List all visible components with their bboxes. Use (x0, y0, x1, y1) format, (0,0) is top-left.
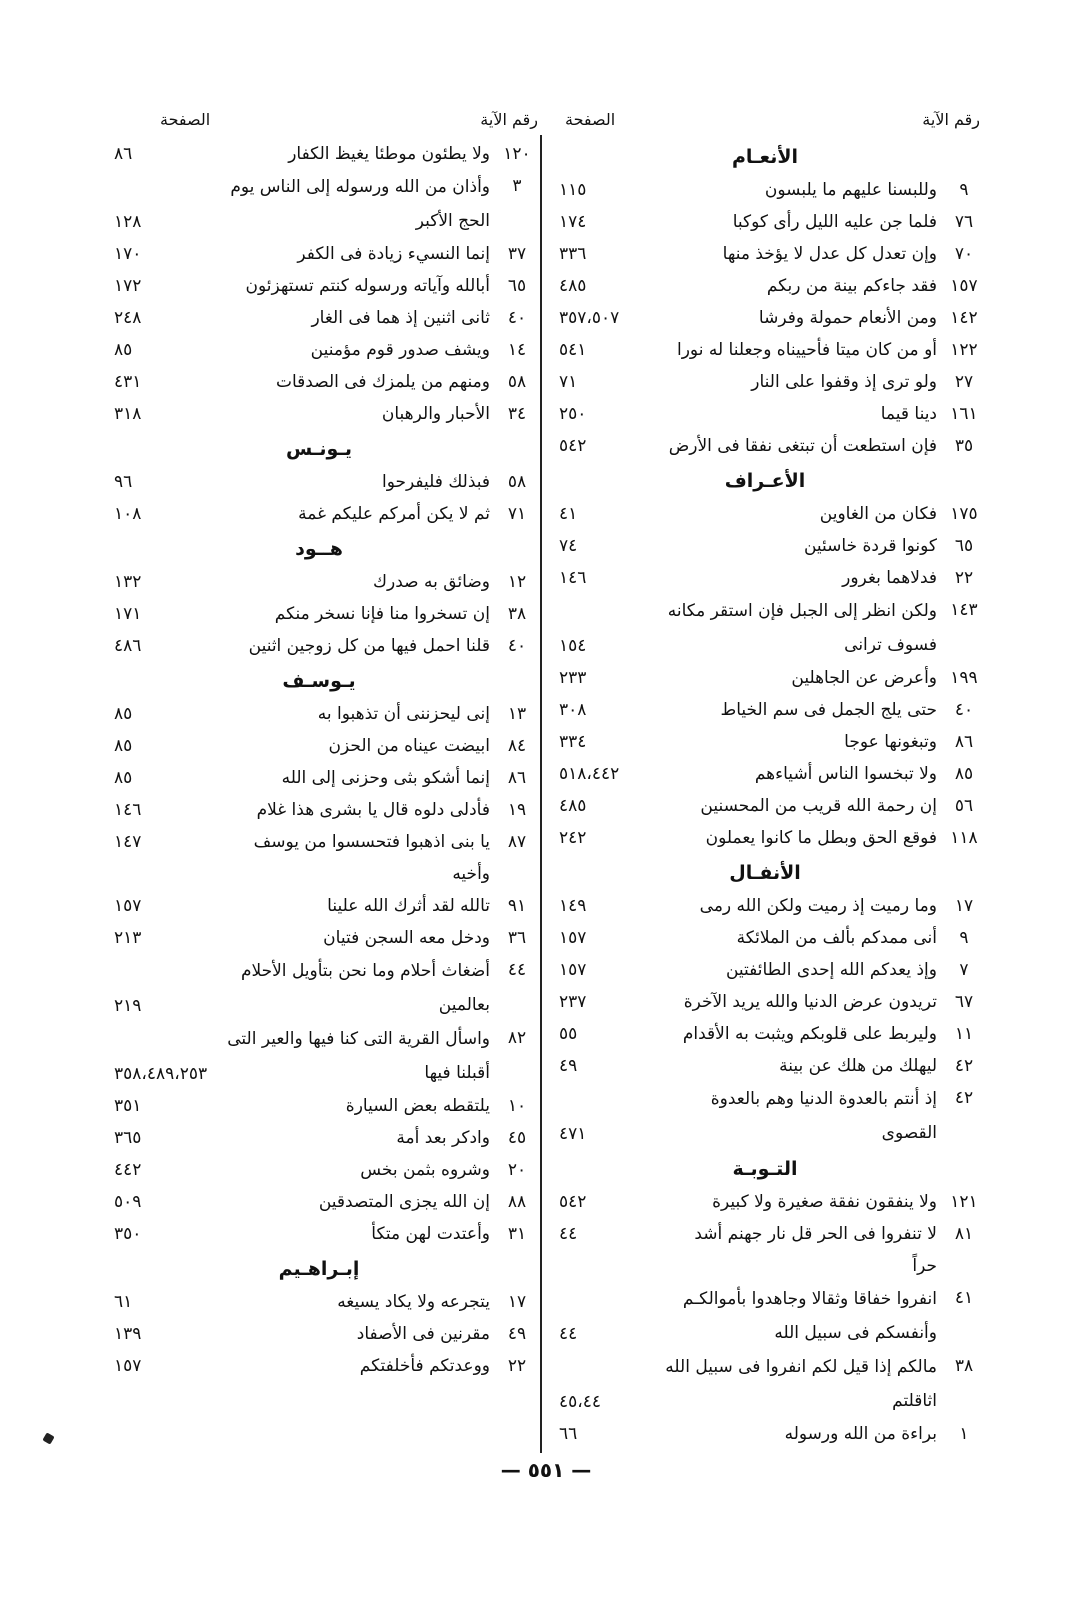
surah-heading: يـوسـف (282, 670, 356, 692)
ayah-number: ٧٠ (954, 244, 974, 264)
ayah-number: ٤٠ (507, 308, 527, 328)
ayah-text: ابيضت عيناه من الحزن (328, 736, 490, 756)
ayah-number: ١٩ (507, 800, 527, 820)
ayah-number: ٤٤ (507, 960, 527, 980)
scan-speck (42, 1432, 54, 1444)
ayah-text: ولا ينفقون نفقة صغيرة ولا كبيرة (712, 1192, 937, 1212)
index-entry (545, 398, 985, 430)
surah-heading: إبـراهـيم (278, 1258, 360, 1280)
ayah-text: إن رحمة الله قريب من المحسنين (700, 796, 937, 816)
ayah-text: تريدون عرض الدنيا والله يريد الآخرة (683, 992, 937, 1012)
page-reference: ٥٤١ (559, 340, 587, 360)
page-reference: ٤٨٦ (114, 636, 142, 656)
ayah-number: ١٢٢ (950, 340, 978, 360)
ayah-text: ودخل معه السجن فتيان (323, 928, 490, 948)
index-entry (545, 562, 985, 594)
index-entry (545, 206, 985, 238)
page-reference: ٣٠٨ (559, 700, 587, 720)
ayah-text: دينا قيما (880, 404, 937, 424)
ayah-text: إذ أنتم بالعدوة الدنيا وهم بالعدوة القصوى (710, 1089, 937, 1143)
page-reference: ١٣٢ (114, 572, 142, 592)
page-reference: ٦١ (114, 1292, 133, 1312)
index-entry (545, 334, 985, 366)
index-entry (100, 730, 538, 762)
ayah-number: ٤٠ (954, 700, 974, 720)
ayah-text: أو من كان ميتا فأحييناه وجعلنا له نورا (677, 340, 937, 360)
left-column (100, 110, 538, 1382)
page-reference: ٣٥٨،٤٨٩،٢٥٣ (114, 1064, 208, 1084)
ayah-text: ويشف صدور قوم مؤمنين (310, 340, 490, 360)
index-entry (100, 1154, 538, 1186)
index-entry (100, 1022, 538, 1090)
index-entry (545, 174, 985, 206)
index-entry (100, 1318, 538, 1350)
page-reference: ٣٥٧،٥٠٧ (559, 308, 620, 328)
ayah-number: ٢٠ (507, 1160, 527, 1180)
page-reference: ٤٩ (559, 1056, 578, 1076)
page-reference: ١٤٦ (114, 800, 142, 820)
ayah-number: ٧ (959, 960, 969, 980)
ayah-text: فقد جاءكم بينة من ربكم (766, 276, 937, 296)
page-reference: ٤٤٢ (114, 1160, 142, 1180)
page-reference: ١٠٨ (114, 504, 142, 524)
ayah-text: ومنهم من يلمزك فى الصدقات (275, 372, 490, 392)
ayah-text: فإن استطعت أن تبتغى نفقا فى الأرض (668, 436, 937, 456)
ayah-text: براءة من الله ورسوله (784, 1424, 937, 1444)
ayah-text: إن الله يجزى المتصدقين (318, 1192, 490, 1212)
ayah-number: ٤١ (954, 1288, 974, 1308)
index-entry (545, 694, 985, 726)
surah-heading: الأنفـال (729, 862, 801, 884)
ayah-number: ٨٥ (954, 764, 974, 784)
ayah-number: ٨٢ (507, 1028, 527, 1048)
index-entry (100, 138, 538, 170)
ayah-text: فلما جن عليه الليل رأى كوكبا (732, 212, 937, 232)
page-reference: ٤٤ (559, 1224, 578, 1244)
page-reference: ١٧١ (114, 604, 142, 624)
ayah-number: ٣٨ (954, 1356, 974, 1376)
ayah-number: ٥٨ (507, 372, 527, 392)
ayah-text: وتبغونها عوجا (844, 732, 937, 752)
index-entry (545, 662, 985, 694)
page-reference: ٢١٣ (114, 928, 142, 948)
page-reference: ٨٥ (114, 768, 133, 788)
surah-heading: التـوبـة (732, 1158, 798, 1180)
ayah-number: ٣١ (507, 1224, 527, 1244)
ayah-number: ٣٦ (507, 928, 527, 948)
ayah-text: أنى ممدكم بألف من الملائكة (736, 928, 937, 948)
page-reference: ٢٣٧ (559, 992, 587, 1012)
page-reference: ١٧٠ (114, 244, 142, 264)
ayah-number: ١٤٣ (950, 600, 978, 620)
ayah-number: ٤٩ (507, 1324, 527, 1344)
ayah-text: وأعرض عن الجاهلين (791, 668, 937, 688)
ayah-number: ٨٧ (507, 832, 527, 852)
index-entry (545, 530, 985, 562)
page-reference: ٨٥ (114, 736, 133, 756)
ayah-text: وللبسنا عليهم ما يلبسون (764, 180, 937, 200)
ayah-text: فبذلك فليفرحوا (382, 472, 490, 492)
ayah-text: إن تسخروا منا فإنا نسخر منكم (274, 604, 490, 624)
ayah-number: ٣ (512, 176, 522, 196)
ayah-number: ٦٥ (954, 536, 974, 556)
ayah-text: ولا يطئون موطئا يغيظ الكفار (288, 144, 490, 164)
page-reference: ٢٤٨ (114, 308, 142, 328)
ayah-number: ١٢ (507, 572, 527, 592)
ayah-text: ومن الأنعام حمولة وفرشا (758, 308, 937, 328)
page-reference: ٣٣٤ (559, 732, 587, 752)
ayah-text: فوقع الحق وبطل ما كانوا يعملون (705, 828, 937, 848)
ayah-text: فدلاهما بغرور (842, 568, 937, 588)
surah-heading: الأنعـام (731, 146, 799, 168)
page-reference: ٥٤٢ (559, 436, 587, 456)
ayah-text: وإن تعدل كل عدل لا يؤخذ منها (722, 244, 937, 264)
index-entry (545, 238, 985, 270)
page-reference: ٧١ (559, 372, 578, 392)
page-reference: ٢٣٣ (559, 668, 587, 688)
page-reference: ٤٨٥ (559, 276, 587, 296)
page-reference: ١٥٧ (114, 896, 142, 916)
ayah-number: ١١٨ (950, 828, 978, 848)
index-entry (100, 826, 538, 890)
ayah-number: ١١ (954, 1024, 974, 1044)
index-entry (100, 762, 538, 794)
page-reference: ٥٤٢ (559, 1192, 587, 1212)
ayah-number: ٢٧ (954, 372, 974, 392)
ayah-text: وشروه بثمن بخس (360, 1160, 490, 1180)
index-entry (545, 890, 985, 922)
ayah-number: ٥٦ (954, 796, 974, 816)
ayah-number: ٨١ (954, 1224, 974, 1244)
index-entry (545, 1082, 985, 1150)
ayah-number: ١ (959, 1424, 969, 1444)
index-entry (545, 498, 985, 530)
ayah-text: أبالله وآياته ورسوله كنتم تستهزئون (245, 276, 490, 296)
ayah-text: وليربط على قلوبكم ويثبت به الأقدام (682, 1024, 937, 1044)
page-reference: ٤٥،٤٤ (559, 1392, 602, 1412)
ayah-text: إنما أشكو بثى وحزنى إلى الله (281, 768, 490, 788)
right-column-body (545, 138, 985, 1450)
ayah-text: قلنا احمل فيها من كل زوجين اثنين (248, 636, 490, 656)
ayah-number: ١٩٩ (950, 668, 978, 688)
ayah-number: ١٧ (954, 896, 974, 916)
page-reference: ٢٥٠ (559, 404, 587, 424)
index-entry (100, 598, 538, 630)
page-reference: ٤٤ (559, 1324, 578, 1344)
index-entry (545, 822, 985, 854)
ayah-number: ١٤ (507, 340, 527, 360)
ayah-number: ٩ (959, 928, 969, 948)
index-entry (100, 954, 538, 1022)
page-reference: ٧٤ (559, 536, 578, 556)
right-column (545, 110, 985, 1450)
index-entry (100, 238, 538, 270)
ayah-number: ٧١ (507, 504, 527, 524)
ayah-text: وإذ يعدكم الله إحدى الطائفتين (725, 960, 937, 980)
ayah-text: فأدلى دلوه قال يا بشرى هذا غلام (256, 800, 490, 820)
ayah-text: كونوا قردة خاسئين (803, 536, 937, 556)
ayah-text: مقرنين فى الأصفاد (356, 1324, 490, 1344)
surah-heading: يـونـس (285, 438, 353, 460)
ayah-number: ٦٥ (507, 276, 527, 296)
page-reference: ١٤٦ (559, 568, 587, 588)
page-reference: ٤٧١ (559, 1124, 587, 1144)
page-reference: ٤٣١ (114, 372, 142, 392)
ayah-number: ١٣ (507, 704, 527, 724)
page-reference: ١٧٤ (559, 212, 587, 232)
index-entry (100, 498, 538, 530)
index-entry (100, 398, 538, 430)
index-entry (100, 1286, 538, 1318)
index-entry (545, 270, 985, 302)
index-entry (545, 1186, 985, 1218)
index-entry (100, 698, 538, 730)
index-entry (545, 790, 985, 822)
index-entry (100, 794, 538, 826)
ayah-number: ٨٤ (507, 736, 527, 756)
index-entry (100, 366, 538, 398)
ayah-text: وما رميت إذ رميت ولكن الله رمى (699, 896, 937, 916)
page-reference: ٣٦٥ (114, 1128, 142, 1148)
page-reference: ١٥٤ (559, 636, 587, 656)
ayah-text: وأعتدت لهن متكأ (371, 1224, 490, 1244)
index-entry (545, 302, 985, 334)
ayah-number: ١٠ (507, 1096, 527, 1116)
ayah-number: ٩ (959, 180, 969, 200)
ayah-text: فكان من الغاوين (819, 504, 937, 524)
ayah-text: ثم لا يكن أمركم عليكم غمة (298, 504, 490, 524)
page-reference: ٦٦ (559, 1424, 578, 1444)
index-entry (100, 1350, 538, 1382)
ayah-text: وأذان من الله ورسوله إلى الناس يوم الحج الأكبر (230, 177, 490, 231)
index-entry (100, 466, 538, 498)
index-entry (100, 270, 538, 302)
index-entry (545, 594, 985, 662)
ayah-text: لا تنفروا فى الحر قل نار جهنم أشد حراً (694, 1224, 937, 1276)
ayah-number: ٣٨ (507, 604, 527, 624)
ayah-text: انفروا خفاقا وثقالا وجاهدوا بأموالكـم وأنفسكم فى سبيل الله (682, 1289, 937, 1343)
page-reference: ٣٣٦ (559, 244, 587, 264)
ayah-number: ٩١ (507, 896, 527, 916)
page-reference: ٥١٨،٤٤٢ (559, 764, 620, 784)
surah-heading: هــود (295, 538, 343, 560)
page-reference: ١٢٨ (114, 212, 142, 232)
page-reference: ١٥٧ (114, 1356, 142, 1376)
ayah-number: ٣٥ (954, 436, 974, 456)
ayah-number: ١٧٥ (950, 504, 978, 524)
page-footer-number: — ٥٥١ — (500, 1458, 592, 1482)
ayah-number: ٤٠ (507, 636, 527, 656)
index-entry (545, 1418, 985, 1450)
index-entry (545, 366, 985, 398)
page-reference: ١١٥ (559, 180, 587, 200)
ayah-number: ٧٦ (954, 212, 974, 232)
ayah-number: ١٧ (507, 1292, 527, 1312)
ayah-text: وادكر بعد أمة (396, 1128, 490, 1148)
index-entry (100, 1218, 538, 1250)
column-header (100, 110, 538, 138)
ayah-number: ٨٦ (507, 768, 527, 788)
ayah-number: ١٢٠ (503, 144, 531, 164)
index-entry (100, 170, 538, 238)
page-reference: ١٧٢ (114, 276, 142, 296)
page-reference: ٨٥ (114, 704, 133, 724)
ayah-text: أضغاث أحلام وما نحن بتأويل الأحلام بعالمين (240, 961, 490, 1015)
page-reference: ١٣٩ (114, 1324, 142, 1344)
page-reference: ٣٥٠ (114, 1224, 142, 1244)
ayah-text: الأحبار والرهبان (381, 404, 490, 424)
ayah-number: ١٤٢ (950, 308, 978, 328)
ayah-number: ٣٧ (507, 244, 527, 264)
left-column-body (100, 138, 538, 1382)
index-entry (100, 334, 538, 366)
page-reference: ٢٤٢ (559, 828, 587, 848)
page-reference: ٢١٩ (114, 996, 142, 1016)
page-reference: ١٤٧ (114, 832, 142, 852)
ayah-text: يتجرعه ولا يكاد يسيغه (337, 1292, 490, 1312)
index-entry (545, 430, 985, 462)
index-entry (100, 1090, 538, 1122)
column-header (545, 110, 985, 138)
ayah-text: ليهلك من هلك عن بينة (779, 1056, 937, 1076)
ayah-number: ٤٥ (507, 1128, 527, 1148)
ayah-text: يلتقطه بعض السيارة (345, 1096, 490, 1116)
ayah-number: ٥٨ (507, 472, 527, 492)
ayah-text: وضائق به صدرك (373, 572, 490, 592)
page-reference: ٨٥ (114, 340, 133, 360)
page-reference: ٨٦ (114, 144, 133, 164)
page-reference: ٣١٨ (114, 404, 142, 424)
ayah-number: ٨٨ (507, 1192, 527, 1212)
index-entry (100, 630, 538, 662)
ayah-text: ثانى اثنين إذ هما فى الغار (311, 308, 490, 328)
index-entry (545, 1218, 985, 1282)
index-entry (100, 302, 538, 334)
index-entry (545, 758, 985, 790)
index-entry (100, 566, 538, 598)
index-entry (545, 726, 985, 758)
ayah-number: ٦٧ (954, 992, 974, 1012)
ayah-number: ٨٦ (954, 732, 974, 752)
ayah-number: ٢٢ (507, 1356, 527, 1376)
index-entry (100, 1186, 538, 1218)
ayah-text: مالكم إذا قيل لكم انفروا فى سبيل الله اثاقلتم (665, 1357, 937, 1411)
ayah-number-header: رقم الآية (922, 110, 980, 129)
ayah-number: ٤٢ (954, 1056, 974, 1076)
column-divider (540, 135, 542, 1453)
page-reference: ٤١ (559, 504, 578, 524)
index-entry (100, 1122, 538, 1154)
ayah-text: ووعدتكم فأخلفتكم (359, 1356, 490, 1376)
index-entry (545, 922, 985, 954)
page-number-header: الصفحة (565, 110, 616, 129)
page-reference: ١٥٧ (559, 928, 587, 948)
ayah-number: ٣٤ (507, 404, 527, 424)
ayah-number-header: رقم الآية (480, 110, 538, 129)
surah-heading: الأعـراف (724, 470, 806, 492)
index-entry (545, 1350, 985, 1418)
ayah-text: ولكن انظر إلى الجبل فإن استقر مكانه فسوف ترانى (667, 601, 937, 655)
ayah-text: تالله لقد أثرك الله علينا (327, 896, 490, 916)
page-number-header: الصفحة (160, 110, 211, 129)
ayah-number: ١٥٧ (950, 276, 978, 296)
index-entry (100, 890, 538, 922)
page-reference: ٤٨٥ (559, 796, 587, 816)
ayah-number: ٤٢ (954, 1088, 974, 1108)
page-reference: ٣٥١ (114, 1096, 142, 1116)
ayah-number: ١٢١ (950, 1192, 978, 1212)
ayah-text: يا بنى اذهبوا فتحسسوا من يوسف وأخيه (253, 832, 490, 884)
ayah-number: ١٦١ (950, 404, 978, 424)
ayah-text: إنما النسيء زيادة فى الكفر (297, 244, 490, 264)
ayah-text: ولو ترى إذ وقفوا على النار (751, 372, 937, 392)
ayah-text: حتى يلج الجمل فى سم الخياط (720, 700, 937, 720)
index-entry (545, 1282, 985, 1350)
index-entry (545, 1018, 985, 1050)
page-reference: ١٤٩ (559, 896, 587, 916)
page-reference: ٥٥ (559, 1024, 578, 1044)
page-reference: ٥٠٩ (114, 1192, 142, 1212)
index-entry (545, 986, 985, 1018)
page-reference: ٩٦ (114, 472, 133, 492)
ayah-number: ٢٢ (954, 568, 974, 588)
index-entry (545, 1050, 985, 1082)
ayah-text: واسأل القرية التى كنا فيها والعير التى أقبلنا فيها (227, 1029, 490, 1083)
ayah-text: ولا تبخسوا الناس أشياءهم (754, 764, 937, 784)
page-reference: ١٥٧ (559, 960, 587, 980)
ayah-text: إنى ليحزننى أن تذهبوا به (317, 704, 490, 724)
index-entry (100, 922, 538, 954)
index-entry (545, 954, 985, 986)
